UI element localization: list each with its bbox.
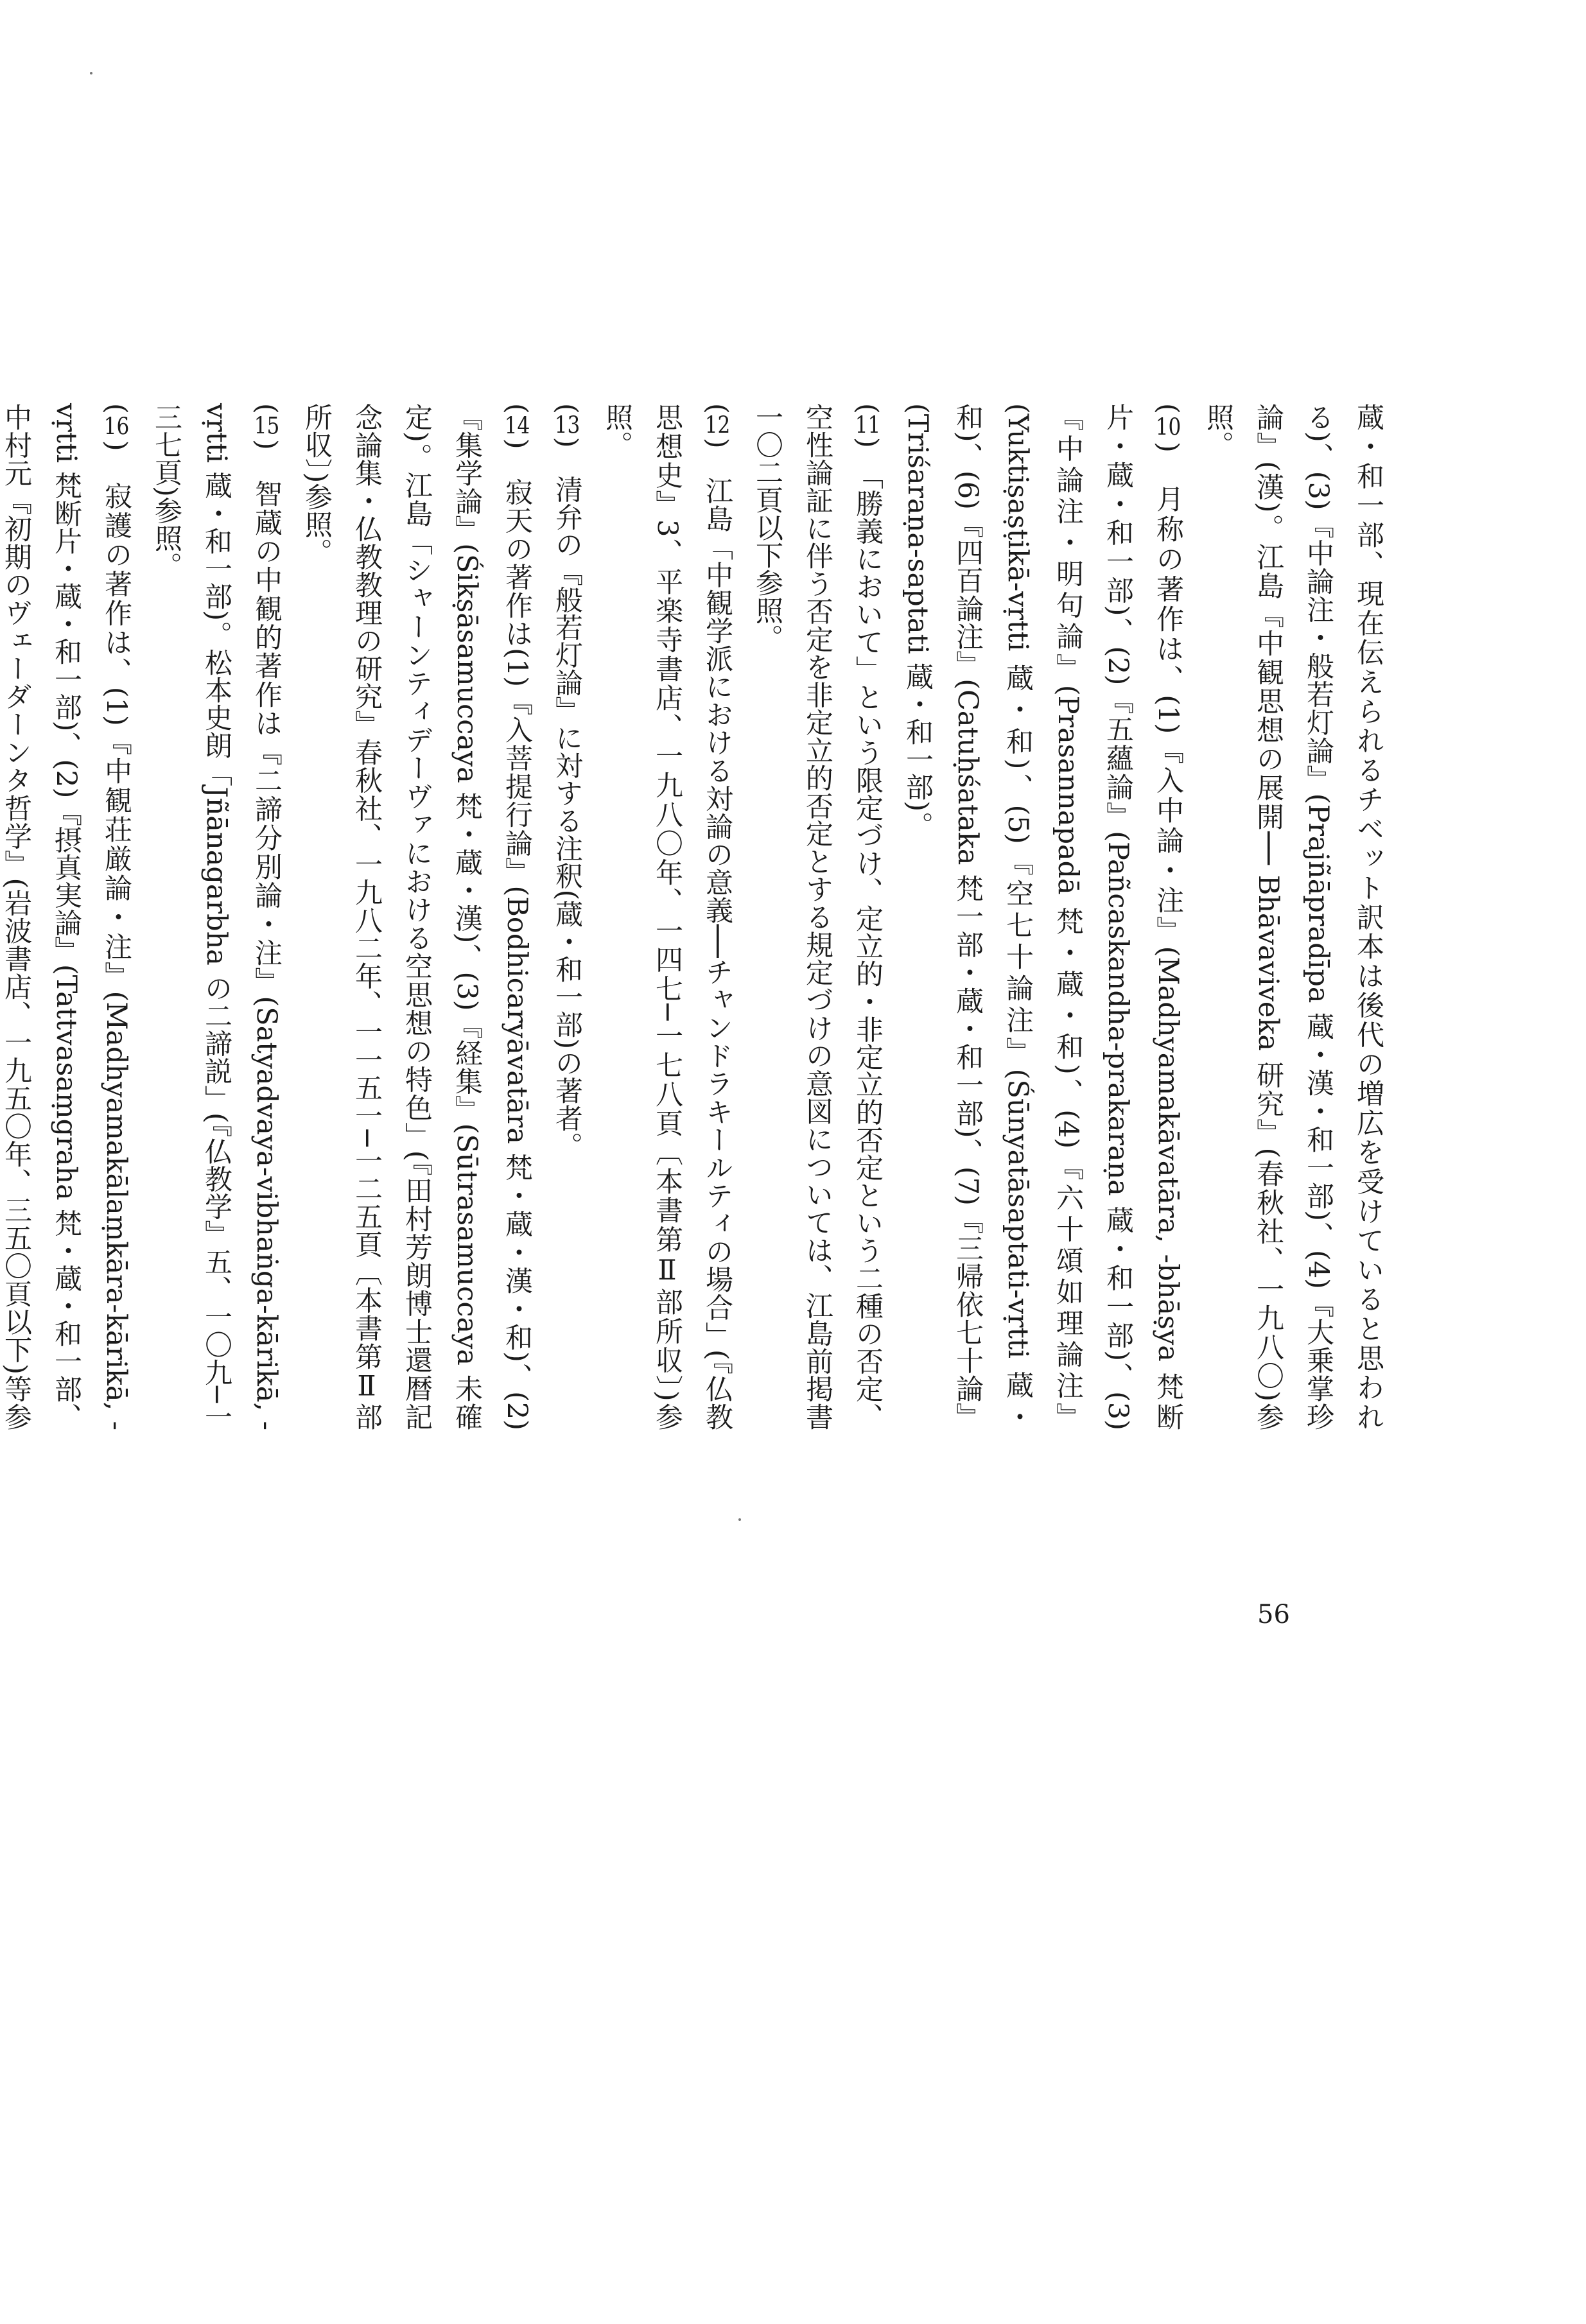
note-text: 寂天の著作は(1)『入菩提行論』(Bodhicaryāvatāra 梵・蔵・漢・和)、(2)『集学論』(Śikṣāsamuccaya 梵・蔵・漢)、(3)『経集』(Sūtrasamuccaya 未確定)。江島「シャーンティデーヴァにおける空思想の特色」(『田村芳朗博士還暦記念論集・仏教教理の研究』春秋社、一九八二年、一一五一─一二五頁〔本書第Ⅱ部所収〕)参照。: [301, 403, 533, 1430]
note-16: (16) 寂護の著作は、(1)『中観荘厳論・注』(Madhyamakālaṃkāra-kārikā, -vṛtti 梵断片・蔵・和一部)、(2)『摂真実論』(Tattvasaṃgraha 梵・蔵・和一部、中村元『初期のヴェーダーンタ哲学』(岩波書店、一九五〇年、三五〇頁以下)等参: [0, 403, 141, 1430]
note-text: 寂護の著作は、(1)『中観荘厳論・注』(Madhyamakālaṃkāra-kārikā, -vṛtti 梵断片・蔵・和一部)、(2)『摂真実論』(Tattvasaṃgraha 梵・蔵・和一部、中村元『初期のヴェーダーンタ哲学』(岩波書店、一九五〇年、三五〇頁以下)等参: [0, 403, 132, 1430]
note-number: 11: [855, 413, 881, 437]
note-11: (11) 「勝義において」という限定づけ、定立的・非定立的否定という二種の否定、空性論証に伴う否定を非定立的否定とする規定づけの意図については、江島前掲書一〇二頁以下参照。: [751, 403, 884, 1430]
endnotes-column: [0, 403, 1393, 1430]
scan-speck: [90, 72, 92, 74]
note-14: (14) 寂天の著作は(1)『入菩提行論』(Bodhicaryāvatāra 梵・蔵・漢・和)、(2)『集学論』(Śikṣāsamuccaya 梵・蔵・漢)、(3)『経集』(Sūtrasamuccaya 未確定)。江島「シャーンティデーヴァにおける空思想の特色」(『田村芳朗博士還暦記念論集・仏教教理の研究』春秋社、一九八二年、一一五一─一二五頁〔本書第Ⅱ部所収〕)参照。: [301, 403, 533, 1430]
note-13: (13) 清弁の『般若灯論』に対する注釈(蔵・和一部)の著者。: [551, 403, 583, 1160]
note-text: 蔵・和一部、現在伝えられるチベット訳本は後代の増広を受けていると思われる)、(3)『中論注・般若灯論』(Prajñāpradīpa 蔵・漢・和一部)、(4)『大乗掌珍論』(漢)。江島『中観思想の展開── Bhāvaviveka 研究』(春秋社、一九八〇)参照。: [1202, 403, 1384, 1430]
note-text: 清弁の『般若灯論』に対する注釈(蔵・和一部)の著者。: [551, 475, 583, 1160]
note-text: 智蔵の中観的著作は『二諦分別論・注』(Satyadvaya-vibhaṅga-kārikā, -vṛtti 蔵・和一部)。松本史朗「Jñānagarbha の二諦説」(『仏教学』五、一〇九─一三七頁)参照。: [150, 403, 283, 1430]
note-number: 13: [554, 413, 580, 437]
note-number: 15: [254, 415, 280, 438]
note-text: 月称の著作は、(1)『入中論・注』(Madhyamakāvatāra, -bhāṣya 梵断片・蔵・和一部)、(2)『五蘊論』(Pañcaskandha-prakaraṇa 蔵・和一部)、(3)『中論注・明句論』(Prasannapadā 梵・蔵・和)、(4)『六十頌如理論注』(Yuktiṣaṣṭikā-vṛtti 蔵・和)、(5)『空七十論注』(Śūnyatāsaptati-vṛtti 蔵・和)、(6)『四百論注』(Catuḥśataka 梵一部・蔵・和一部)、(7)『三帰依七十論』(Triśaraṇa-saptati 蔵・和一部)。: [902, 403, 1184, 1430]
note-number: 14: [504, 414, 530, 438]
note-12: (12) 江島「中観学派における対論の意義──チャンドラキールティの場合」(『仏教思想史』3、平楽寺書店、一九八〇年、一四七─一七八頁〔本書第Ⅱ部所収〕)参照。: [601, 403, 733, 1430]
note-15: (15) 智蔵の中観的著作は『二諦分別論・注』(Satyadvaya-vibhaṅga-kārikā, -vṛtti 蔵・和一部)。松本史朗「Jñānagarbha の二諦説」(『仏教学』五、一〇九─一三七頁)参照。: [150, 403, 283, 1430]
scan-speck: [738, 1518, 741, 1521]
note-number: 16: [103, 415, 130, 439]
note-number: 12: [704, 414, 731, 438]
note-text: 江島「中観学派における対論の意義──チャンドラキールティの場合」(『仏教思想史』3、平楽寺書店、一九八〇年、一四七─一七八頁〔本書第Ⅱ部所収〕)参照。: [601, 403, 733, 1430]
page-number: 56: [1257, 1600, 1290, 1629]
note-10: (10) 月称の著作は、(1)『入中論・注』(Madhyamakāvatāra, -bhāṣya 梵断片・蔵・和一部)、(2)『五蘊論』(Pañcaskandha-prakaraṇa 蔵・和一部)、(3)『中論注・明句論』(Prasannapadā 梵・蔵・和)、(4)『六十頌如理論注』(Yuktiṣaṣṭikā-vṛtti 蔵・和)、(5)『空七十論注』(Śūnyatāsaptati-vṛtti 蔵・和)、(6)『四百論注』(Catuḥśataka 梵一部・蔵・和一部)、(7)『三帰依七十論』(Triśaraṇa-saptati 蔵・和一部)。: [902, 403, 1184, 1430]
note-text: 「勝義において」という限定づけ、定立的・非定立的否定という二種の否定、空性論証に伴う否定を非定立的否定とする規定づけの意図については、江島前掲書一〇二頁以下参照。: [751, 403, 884, 1430]
note-continuation: [1193, 403, 1393, 1430]
note-number: 10: [1155, 416, 1181, 440]
